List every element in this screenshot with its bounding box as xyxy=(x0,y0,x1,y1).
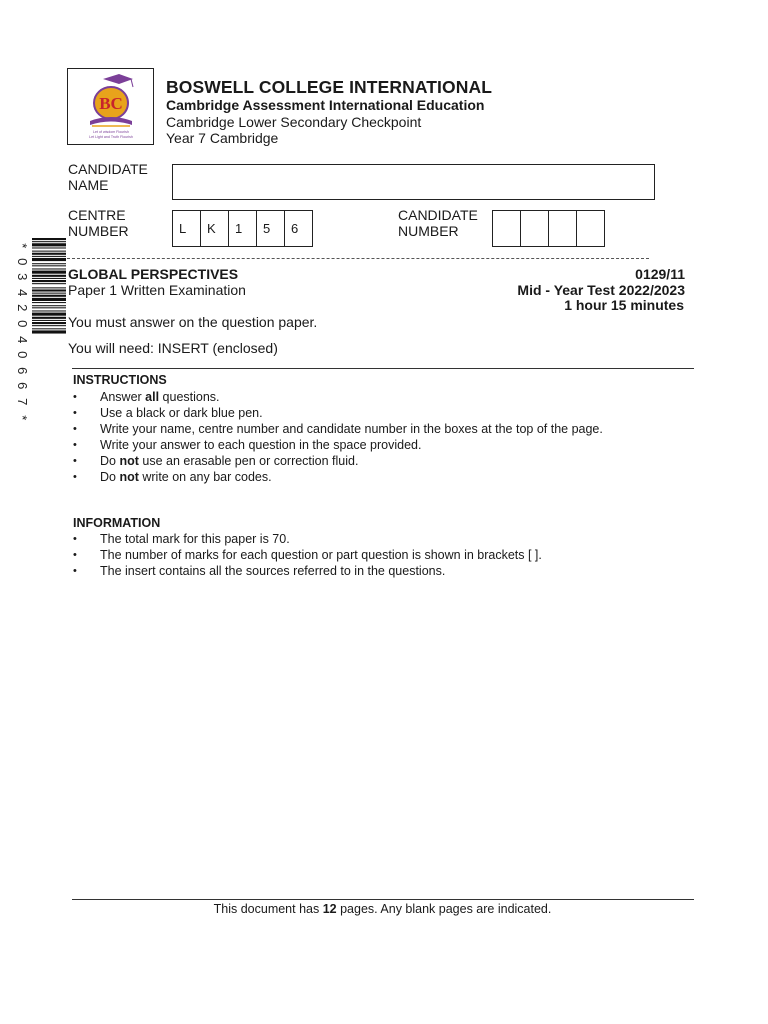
school-crest-icon xyxy=(76,73,146,143)
list-item: • The insert contains all the sources referred to in the questions. xyxy=(73,563,542,579)
centre-number-field[interactable] xyxy=(172,210,313,247)
list-item: • Write your answer to each question in the space provided. xyxy=(73,437,603,453)
instructions-heading: INSTRUCTIONS xyxy=(73,373,167,387)
footer-separator xyxy=(72,899,694,900)
answer-note: You must answer on the question paper. xyxy=(68,314,318,330)
centre-digit: L xyxy=(173,211,201,246)
school-name: BOSWELL COLLEGE INTERNATIONAL xyxy=(166,77,492,97)
year-group: Year 7 Cambridge xyxy=(166,130,279,146)
centre-digit: K xyxy=(201,211,229,246)
information-heading: INFORMATION xyxy=(73,516,161,530)
list-item: • Do not use an erasable pen or correction fluid. xyxy=(73,453,603,469)
list-item: • The number of marks for each question or part question is shown in brackets [ ]. xyxy=(73,547,542,563)
separator-line xyxy=(72,368,694,369)
test-name: Mid - Year Test 2022/2023 xyxy=(517,282,685,298)
centre-digit: 1 xyxy=(229,211,257,246)
school-logo xyxy=(67,68,154,145)
candidate-number-field[interactable] xyxy=(492,210,605,247)
separator-dashed xyxy=(67,258,649,259)
page-count-note: This document has 12 pages. Any blank pages are indicated. xyxy=(213,902,552,916)
candidate-digit xyxy=(493,211,521,246)
exam-duration: 1 hour 15 minutes xyxy=(564,297,684,313)
list-item: • The total mark for this paper is 70. xyxy=(73,531,542,547)
materials-note: You will need: INSERT (enclosed) xyxy=(68,340,278,356)
paper-title: Paper 1 Written Examination xyxy=(68,282,246,298)
centre-number-label: CENTRE NUMBER xyxy=(68,207,129,239)
exam-level: Cambridge Lower Secondary Checkpoint xyxy=(166,114,422,130)
barcode-icon xyxy=(32,238,66,416)
instructions-list xyxy=(73,389,603,485)
paper-code: 0129/11 xyxy=(635,266,685,282)
list-item: • Do not write on any bar codes. xyxy=(73,469,603,485)
information-list xyxy=(73,531,542,579)
list-item: • Answer all questions. xyxy=(73,389,603,405)
exam-board: Cambridge Assessment International Education xyxy=(166,97,485,113)
subject-title: GLOBAL PERSPECTIVES xyxy=(68,266,239,282)
svg-text:BC: BC xyxy=(99,94,123,113)
barcode-digits: * 0 3 4 2 0 4 0 6 6 7 * xyxy=(14,243,30,420)
centre-digit: 6 xyxy=(285,211,313,246)
candidate-digit xyxy=(577,211,605,246)
list-item: • Write your name, centre number and candidate number in the boxes at the top of the page. xyxy=(73,421,603,437)
svg-text:Let Light and Truth Flourish: Let Light and Truth Flourish xyxy=(89,135,133,139)
svg-text:Let of wisdom Flourish: Let of wisdom Flourish xyxy=(93,130,129,134)
candidate-digit xyxy=(549,211,577,246)
candidate-number-label: CANDIDATE NUMBER xyxy=(398,207,478,239)
candidate-digit xyxy=(521,211,549,246)
candidate-name-field[interactable] xyxy=(172,164,655,200)
list-item: • Use a black or dark blue pen. xyxy=(73,405,603,421)
candidate-name-label: CANDIDATE NAME xyxy=(68,161,148,193)
centre-digit: 5 xyxy=(257,211,285,246)
